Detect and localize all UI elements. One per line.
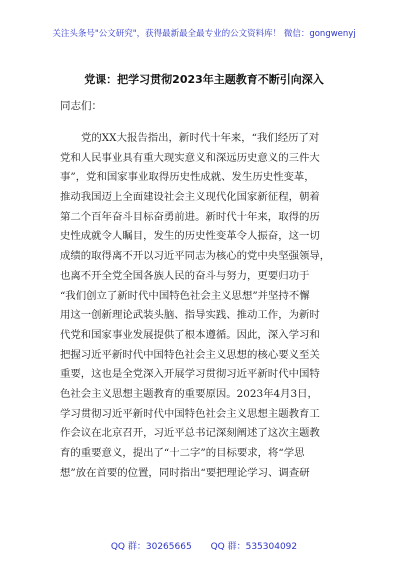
body-line: 第二个百年奋斗目标奋勇前进。新时代十年来，取得的历 — [60, 210, 320, 223]
body-line: 重要，这也是全党深入开展学习贯彻习近平新时代中国特 — [60, 368, 320, 381]
body-line: “我们创立了新时代中国特色社会主义思想”并坚持不懈 — [60, 289, 310, 302]
body-line: 学习贯彻习近平新时代中国特色社会主义思想主题教育工 — [60, 407, 320, 420]
body-line: 代党和国家事业发展提供了根本遵循。因此，深入学习和 — [60, 328, 320, 341]
body-line: 把握习近平新时代中国特色社会主义思想的核心要义至关 — [60, 348, 320, 361]
body-line: 推动我国迈上全面建设社会主义现代化国家新征程，朝着 — [60, 191, 320, 204]
body-line: 事”，党和国家事业取得历史性成就、发生历史性变革， — [60, 171, 315, 184]
body-line: 也离不开全党全国各族人民的奋斗与努力，更要归功于 — [60, 269, 310, 282]
body-line: 色社会主义思想主题教育的重要原因。2023年4月3日， — [60, 387, 318, 400]
page-title: 党课：把学习贯彻2023年主题教育不断引向深入 — [84, 73, 324, 86]
body-line: 育的重要意义，提出了“十二字”的目标要求，将“学思 — [60, 447, 305, 459]
body-line: 党的XX大报告指出，新时代十年来，“我们经历了对 — [81, 132, 320, 144]
body-text — [60, 129, 352, 483]
body-line: 想”放在首要的位置，同时指出“要把理论学习、调查研 — [60, 466, 310, 479]
body-line: 史性成就令人瞩目，发生的历史性变革令人振奋，这一切 — [60, 230, 320, 243]
body-line: 作会议在北京召开，习近平总书记深刻阐述了这次主题教 — [60, 427, 320, 440]
qq-group-1: QQ 群：30265665 — [110, 542, 192, 552]
salutation: 同志们： — [60, 100, 102, 112]
body-line: 成绩的取得离不开以习近平同志为核心的党中央坚强领导， — [60, 250, 331, 263]
promo-banner: 关注头条号"公文研究"，获得最新最全最专业的公文资料库！ 微信：gongwenyj — [52, 29, 356, 39]
qq-group-2: QQ 群：535304092 — [210, 542, 298, 552]
body-line: 用这一创新理论武装头脑、指导实践、推动工作，为新时 — [60, 309, 320, 322]
footer — [0, 539, 408, 552]
body-line: 党和人民事业具有重大现实意义和深远历史意义的三件大 — [60, 151, 320, 164]
